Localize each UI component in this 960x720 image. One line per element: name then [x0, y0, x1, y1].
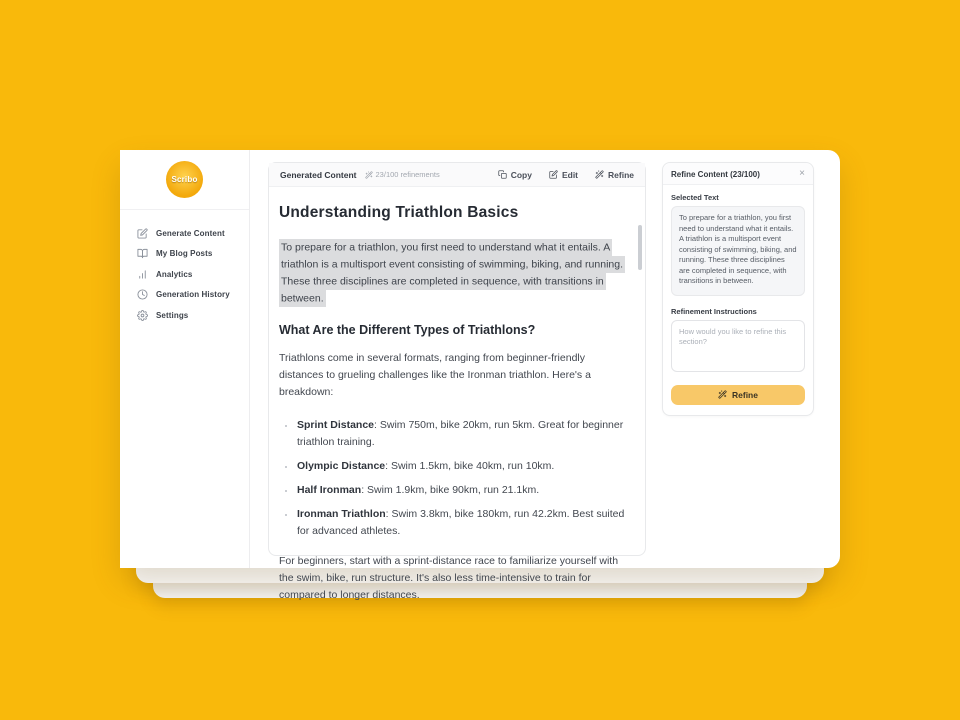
wand-icon — [365, 171, 373, 179]
sidebar-item-analytics[interactable] — [137, 264, 249, 285]
toolbar-left — [280, 170, 440, 180]
sidebar-item-my-blog-posts[interactable] — [137, 244, 249, 265]
refine-panel-body — [663, 185, 813, 415]
list-item-desc: : Swim 1.5km, bike 40km, run 10km. — [385, 460, 555, 472]
selected-text-label: Selected Text — [671, 193, 719, 202]
refinement-instructions-input[interactable] — [671, 320, 805, 372]
wand-icon — [595, 170, 604, 179]
book-icon — [137, 248, 148, 259]
sidebar-item-generation-history[interactable] — [137, 285, 249, 306]
refine-button-label: Refine — [608, 169, 634, 180]
generated-content-card — [268, 162, 646, 601]
logo-section — [120, 150, 249, 210]
list-item — [296, 506, 631, 540]
sidebar-item-settings[interactable] — [137, 305, 249, 326]
section-title: What Are the Different Types of Triathlons? — [279, 323, 536, 337]
selected-text-highlight[interactable]: To prepare for a triathlon, you first need to understand what it entails. A triathlon is a multisport event consisting of swimming, biking, and running. These three disciplines are completed in sequence, with transitions in between. — [279, 239, 625, 307]
refine-panel-title: Refine Content (23/100) — [671, 169, 760, 179]
refinement-instructions-label: Refinement Instructions — [671, 306, 757, 316]
sidebar-item-label: Generation History — [156, 290, 230, 300]
article-paragraph: For beginners, start with a sprint-distance race to familiarize yourself with the swim, bike, run structure. It's also less time-intensive to train for compared to longer distances. — [279, 555, 619, 601]
list-item — [296, 417, 631, 451]
copy-icon — [498, 170, 507, 179]
selected-text-preview: To prepare for a triathlon, you first need to understand what it entails. A triathlon is a multisport event consisting of swimming, biking, and running. These three disciplines are completed in sequence, with transitions in between. — [671, 206, 805, 296]
list-item-term: Half Ironman — [297, 484, 362, 496]
sidebar-item-label: Settings — [156, 310, 189, 320]
sidebar-item-label: Analytics — [156, 269, 193, 279]
refine-panel — [662, 162, 814, 416]
sidebar-nav — [120, 210, 249, 326]
list-item-desc: : Swim 750m, bike 20km, run 5km. Great for beginner triathlon training. — [297, 419, 624, 448]
close-icon[interactable]: × — [799, 168, 805, 179]
toolbar-title: Generated Content — [280, 169, 357, 180]
refine-submit-label: Refine — [732, 389, 758, 400]
article-title: Understanding Triathlon Basics — [279, 204, 519, 221]
list-item-term: Olympic Distance — [297, 460, 386, 472]
gear-icon — [137, 310, 148, 321]
refine-button[interactable] — [595, 170, 634, 180]
content-toolbar — [269, 163, 645, 187]
refinement-counter-text: 23/100 refinements — [375, 170, 440, 179]
refine-submit-button[interactable] — [671, 385, 805, 405]
edit-button-label: Edit — [561, 169, 579, 180]
clock-icon — [137, 289, 148, 300]
content-column — [250, 150, 652, 601]
highlighted-paragraph-wrap — [279, 239, 631, 307]
triathlon-types-list — [279, 417, 631, 540]
sidebar-item-label: Generate Content — [156, 228, 225, 238]
refine-panel-header — [663, 163, 813, 185]
list-item — [296, 482, 631, 499]
app-window — [120, 150, 840, 601]
copy-button-label: Copy — [510, 169, 532, 180]
copy-button[interactable] — [498, 170, 532, 180]
refinement-counter — [365, 170, 440, 179]
edit-button[interactable] — [549, 170, 578, 180]
list-item-term: Sprint Distance — [297, 419, 375, 431]
right-column — [652, 150, 840, 568]
list-item-term: Ironman Triathlon — [297, 508, 386, 520]
article-paragraph: Triathlons come in several formats, ranging from beginner-friendly distances to grueling challenges like the Ironman triathlon. Here's a breakdown: — [279, 352, 591, 398]
app-logo[interactable] — [166, 161, 203, 198]
list-item — [296, 458, 631, 475]
edit-icon — [137, 228, 148, 239]
wand-icon — [718, 390, 727, 399]
toolbar-actions — [498, 170, 634, 180]
article — [269, 187, 645, 620]
list-item-desc: : Swim 1.9km, bike 90km, run 21.1km. — [361, 484, 540, 496]
scrollbar[interactable] — [638, 225, 642, 270]
app-logo-text: Scribo — [171, 175, 198, 184]
sidebar-item-label: My Blog Posts — [156, 249, 213, 259]
bar-chart-icon — [137, 269, 148, 280]
sidebar — [120, 150, 250, 568]
sidebar-item-generate-content[interactable] — [137, 223, 249, 244]
edit-icon — [549, 170, 558, 179]
list-item-desc: : Swim 3.8km, bike 180km, run 42.2km. Best suited for advanced athletes. — [297, 508, 625, 537]
